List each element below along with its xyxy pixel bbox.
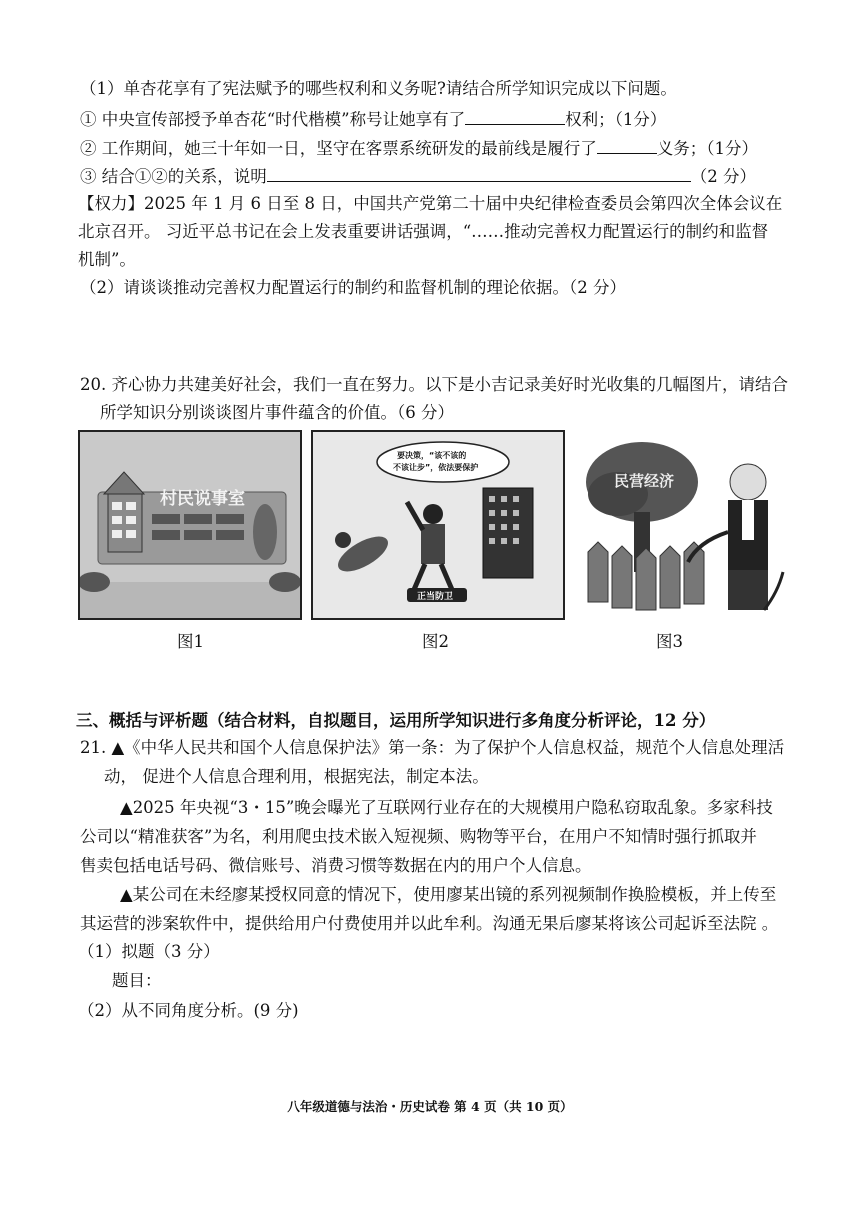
answer-blank-2[interactable] [597, 137, 657, 154]
fig2-bubble-line2: 不该让步”，依法要保护 [393, 463, 479, 472]
power-material-line3: 机制”。 [78, 250, 136, 269]
q19-item1 [80, 108, 666, 131]
answer-blank-1[interactable] [465, 108, 565, 125]
q21-line1: 21. ▲《中华人民共和国个人信息保护法》第一条：为了保护个人信息权益，规范个人信息处理活 [80, 738, 785, 757]
q21-sub2: （2）从不同角度分析。(9 分) [78, 1001, 299, 1020]
q19-item2 [80, 137, 758, 160]
q19-item1-suffix: 权利；（1分） [565, 110, 667, 129]
q20-line2: 所学知识分别谈谈图片事件蕴含的价值。（6 分） [100, 403, 454, 422]
section-3-heading: 三、概括与评析题（结合材料，自拟题目，运用所学知识进行多角度分析评论，12 分） [76, 711, 716, 730]
material3-line2: 其运营的涉案软件中，提供给用户付费使用并以此牟利。沟通无果后廖某将该公司起诉至法院 。 [80, 914, 779, 933]
material3-line1: ▲某公司在未经廖某授权同意的情况下，使用廖某出镜的系列视频制作换脸模板，并上传至 [120, 885, 777, 904]
material2-line3: 售卖包括电话号码、微信账号、消费习惯等数据在内的用户个人信息。 [80, 856, 592, 875]
page-footer: 八年级道德与法治・历史试卷 第 4 页（共 10 页） [287, 1099, 573, 1114]
answer-blank-3[interactable] [267, 165, 691, 182]
q21-title-label[interactable]: 题目： [112, 971, 162, 990]
material2-line1: ▲2025 年央视“3・15”晚会曝光了互联网行业存在的大规模用户隐私窃取乱象。多家科技 [120, 798, 773, 817]
village-council-sign-illustration [80, 432, 300, 618]
q19-item3 [80, 165, 756, 188]
fig1-sign-text: 村民说事室 [160, 489, 245, 509]
fig3-canopy-text: 民营经济 [614, 472, 675, 490]
figure-1-caption: 图1 [177, 632, 204, 651]
power-material-line2: 北京召开。 习近平总书记在会上发表重要讲话强调，“……推动完善权力配置运行的制约和监督 [78, 222, 769, 241]
private-economy-tree-cartoon [578, 432, 788, 618]
q21-sub1: （1）拟题（3 分） [78, 942, 220, 961]
q19-item3-text: ③ 结合①②的关系，说明 [80, 167, 267, 186]
q20-line1: 20. 齐心协力共建美好社会，我们一直在努力。以下是小吉记录美好时光收集的几幅图片，请结合 [80, 375, 788, 394]
figure-3-image [576, 430, 790, 620]
q19-part1-intro: （1）单杏花享有了宪法赋予的哪些权利和义务呢?请结合所学知识完成以下问题。 [80, 79, 677, 98]
fig2-bubble-line1: 要决策，“该不该的 [397, 451, 467, 460]
q19-part2: （2）请谈谈推动完善权力配置运行的制约和监督机制的理论依据。（2 分） [80, 278, 626, 297]
figure-3-caption: 图3 [656, 632, 683, 651]
q19-item1-text: ① 中央宣传部授予单杏花“时代楷模”称号让她享有了 [80, 110, 466, 129]
figure-1-image [78, 430, 302, 620]
material2-line2: 公司以“精准获客”为名，利用爬虫技术嵌入短视频、购物等平台，在用户不知情时强行抓取并 [80, 827, 757, 846]
legal-self-defense-cartoon [313, 432, 563, 618]
q19-item3-suffix: （2 分） [690, 167, 756, 186]
q19-item2-text: ② 工作期间，她三十年如一日，坚守在客票系统研发的最前线是履行了 [80, 139, 597, 158]
figure-2-caption: 图2 [422, 632, 449, 651]
power-material-line1: 【权力】2025 年 1 月 6 日至 8 日，中国共产党第二十届中央纪律检查委员会第四次全体会议在 [78, 194, 783, 213]
fig2-shield-text: 正当防卫 [417, 592, 454, 602]
q19-item2-suffix: 义务；（1分） [656, 139, 758, 158]
figure-2-image [311, 430, 565, 620]
q21-line2: 动， 促进个人信息合理利用，根据宪法，制定本法。 [104, 767, 489, 786]
